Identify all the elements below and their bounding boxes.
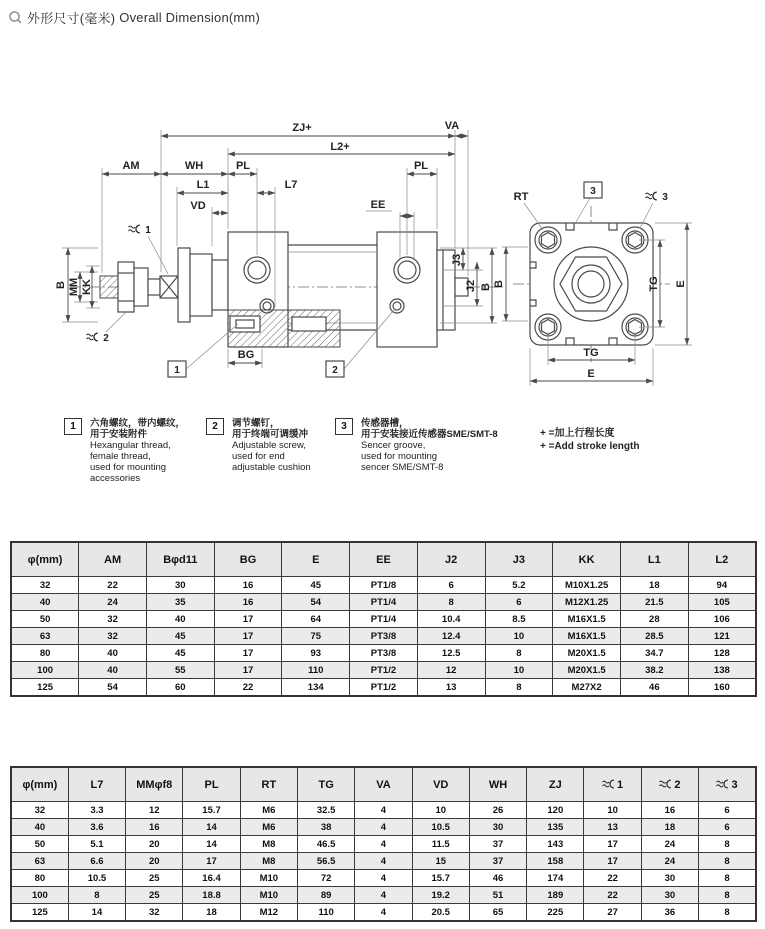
table-cell: 5.1: [68, 836, 125, 853]
dim-label-e-horizontal: E: [587, 368, 595, 380]
side-view-drawing: [70, 232, 503, 347]
table-cell: 8: [699, 870, 756, 887]
column-header: KK: [553, 542, 621, 577]
dim-label-pl-right: PL: [413, 160, 429, 172]
table-cell: 100: [11, 887, 68, 904]
header-row: [11, 542, 756, 577]
table-cell: 18: [183, 904, 240, 922]
table-cell: 12: [417, 662, 485, 679]
table-cell: 30: [146, 577, 214, 594]
dim-label-pl-left: PL: [235, 160, 251, 172]
table-cell: 4: [355, 819, 412, 836]
table-cell: 37: [469, 836, 526, 853]
table-cell: 45: [146, 628, 214, 645]
dim-label-tg-vertical: TG: [648, 276, 660, 292]
table-cell: 134: [282, 679, 350, 697]
dim-label-va: VA: [444, 120, 460, 132]
table-cell: 80: [11, 870, 68, 887]
table-cell: 32: [126, 904, 183, 922]
table-cell: 3.6: [68, 819, 125, 836]
dim-label-bg: BG: [237, 349, 255, 361]
table-cell: 106: [688, 611, 756, 628]
table-cell: 40: [11, 819, 68, 836]
table-row: [11, 628, 756, 645]
table-cell: 60: [146, 679, 214, 697]
table-cell: 55: [146, 662, 214, 679]
table-row: [11, 836, 756, 853]
table-cell: 24: [641, 836, 698, 853]
note-3-en-line: Sencer groove,: [361, 440, 426, 451]
table-cell: 8: [485, 645, 553, 662]
stroke-length-note: [540, 427, 639, 453]
table-cell: 37: [469, 853, 526, 870]
note-2-en-line: used for end: [232, 451, 285, 462]
column-header: L2: [688, 542, 756, 577]
column-header: φ(mm): [11, 767, 68, 802]
table-cell: 100: [11, 662, 79, 679]
table-cell: 12.5: [417, 645, 485, 662]
table-cell: 135: [527, 819, 584, 836]
dim-label-l1: L1: [196, 179, 210, 191]
table-cell: 10.4: [417, 611, 485, 628]
table-cell: 14: [183, 836, 240, 853]
table-cell: 17: [183, 853, 240, 870]
table-cell: 5.2: [485, 577, 553, 594]
table-row: [11, 853, 756, 870]
table-cell: 8: [699, 904, 756, 922]
table-cell: 38: [297, 819, 354, 836]
note-3-marker: 3: [335, 418, 353, 435]
table-row: [11, 819, 756, 836]
table-cell: 32: [11, 577, 79, 594]
table-cell: 143: [527, 836, 584, 853]
table-cell: 28.5: [620, 628, 688, 645]
table-cell: 17: [584, 853, 641, 870]
table-cell: M6: [240, 802, 297, 819]
table-cell: 20: [126, 836, 183, 853]
table-cell: 158: [527, 853, 584, 870]
column-header: AM: [79, 542, 147, 577]
column-header: WH: [469, 767, 526, 802]
note-3-en-line: used for mounting: [361, 451, 438, 462]
table-cell: 63: [11, 853, 68, 870]
table-cell: 19.2: [412, 887, 469, 904]
wrench-icon: [602, 779, 616, 789]
table-cell: 4: [355, 887, 412, 904]
note-1-en-line: used for mounting: [90, 462, 167, 473]
table-row: [11, 611, 756, 628]
table-row: [11, 645, 756, 662]
table-row: [11, 679, 756, 697]
table-cell: 8: [485, 679, 553, 697]
table-cell: 30: [641, 870, 698, 887]
dim-label-b-right: B: [480, 283, 492, 291]
column-header: TG: [297, 767, 354, 802]
dim-label-j2: J2: [465, 279, 477, 293]
table-cell: M10: [240, 887, 297, 904]
table-cell: 22: [584, 870, 641, 887]
table-cell: PT3/8: [350, 628, 418, 645]
table-cell: 138: [688, 662, 756, 679]
table-cell: 110: [297, 904, 354, 922]
wrench-label-2: 2: [103, 333, 109, 344]
note-2-marker: 2: [206, 418, 224, 435]
wrench-symbol-3: [646, 192, 657, 200]
wrench-column-number: 1: [617, 778, 624, 791]
table-cell: 63: [11, 628, 79, 645]
table-cell: 174: [527, 870, 584, 887]
table-cell: M10: [240, 870, 297, 887]
table-cell: 6: [699, 819, 756, 836]
table-cell: 6: [699, 802, 756, 819]
table-cell: 8: [417, 594, 485, 611]
table-cell: 18: [641, 819, 698, 836]
table-cell: 40: [79, 645, 147, 662]
table-cell: 15.7: [183, 802, 240, 819]
column-header: MMφf8: [126, 767, 183, 802]
table-cell: 38.2: [620, 662, 688, 679]
stroke-note-cn: + =加上行程长度: [540, 428, 615, 439]
table-cell: 54: [79, 679, 147, 697]
table-cell: 50: [11, 611, 79, 628]
wrench-symbol-1: [129, 225, 140, 233]
table-cell: 25: [126, 870, 183, 887]
table-cell: 160: [688, 679, 756, 697]
column-header: VA: [355, 767, 412, 802]
table-cell: 125: [11, 679, 79, 697]
table-cell: M20X1.5: [553, 645, 621, 662]
column-header: J2: [417, 542, 485, 577]
table-cell: 128: [688, 645, 756, 662]
table-cell: 45: [146, 645, 214, 662]
wrench-icon: [716, 779, 730, 789]
table-cell: 56.5: [297, 853, 354, 870]
table-cell: 3.3: [68, 802, 125, 819]
table-cell: 15.7: [412, 870, 469, 887]
table-cell: 22: [584, 887, 641, 904]
table-cell: 32: [79, 611, 147, 628]
table-cell: 10: [485, 628, 553, 645]
table-cell: 4: [355, 853, 412, 870]
note-3-cn-line: 用于安装接近传感器SME/SMT-8: [361, 429, 498, 440]
dimension-table-2: [10, 766, 757, 922]
note-1-en-line: female thread,: [90, 451, 151, 462]
table-cell: PT1/4: [350, 594, 418, 611]
stroke-note-en: + =Add stroke length: [540, 441, 640, 452]
note-1-cn-line: 用于安装附件: [90, 429, 148, 440]
table-cell: 110: [282, 662, 350, 679]
table-cell: 105: [688, 594, 756, 611]
table-cell: 75: [282, 628, 350, 645]
table-cell: 26: [469, 802, 526, 819]
note-3: [335, 418, 498, 473]
note-2-en-line: adjustable cushion: [232, 462, 311, 473]
table-cell: 17: [214, 662, 282, 679]
wrench-column-number: 2: [674, 778, 681, 791]
dim-label-wh: WH: [184, 160, 204, 172]
marker-2: 2: [332, 365, 338, 376]
table-cell: 36: [641, 904, 698, 922]
dim-label-zj: ZJ+: [292, 122, 312, 134]
table-cell: 94: [688, 577, 756, 594]
wrench-icon: [659, 779, 673, 789]
column-header: φ(mm): [11, 542, 79, 577]
note-3-en-line: sencer SME/SMT-8: [361, 462, 444, 473]
table-cell: 16.4: [183, 870, 240, 887]
dimension-table-1: [10, 541, 757, 697]
table-cell: 12: [126, 802, 183, 819]
table-cell: 14: [183, 819, 240, 836]
page-title-cn: 外形尺寸(毫米): [27, 11, 116, 26]
table-cell: PT1/4: [350, 611, 418, 628]
table-cell: 17: [214, 611, 282, 628]
table-cell: 30: [641, 887, 698, 904]
table-cell: 10.5: [68, 870, 125, 887]
table-row: [11, 904, 756, 922]
header-row: [11, 767, 756, 802]
table-cell: 32: [11, 802, 68, 819]
table-cell: 34.7: [620, 645, 688, 662]
table-cell: 189: [527, 887, 584, 904]
note-2-en-line: Adjustable screw,: [232, 440, 306, 451]
note-1-cn-line: 六角螺纹，带内螺纹，: [90, 418, 186, 429]
table-cell: PT1/2: [350, 662, 418, 679]
note-3-cn-line: 传感器槽，: [361, 418, 409, 429]
table-cell: 225: [527, 904, 584, 922]
table-cell: M20X1.5: [553, 662, 621, 679]
table-cell: M12X1.25: [553, 594, 621, 611]
note-1-marker: 1: [64, 418, 82, 435]
table-cell: 28: [620, 611, 688, 628]
table-cell: 80: [11, 645, 79, 662]
table-cell: M27X2: [553, 679, 621, 697]
table-cell: 11.5: [412, 836, 469, 853]
dim-label-b-end: B: [493, 280, 505, 288]
dim-label-l7: L7: [284, 179, 298, 191]
table-cell: 8: [68, 887, 125, 904]
table-cell: 45: [282, 577, 350, 594]
table-cell: 35: [146, 594, 214, 611]
dim-label-l2: L2+: [330, 141, 350, 153]
table-cell: 8.5: [485, 611, 553, 628]
table-cell: 15: [412, 853, 469, 870]
table-row: [11, 662, 756, 679]
table-cell: M12: [240, 904, 297, 922]
table-cell: 8: [699, 836, 756, 853]
table-cell: 17: [214, 645, 282, 662]
technical-drawing: [0, 0, 765, 415]
table-cell: 16: [641, 802, 698, 819]
column-header: ZJ: [527, 767, 584, 802]
dim-label-e-vertical: E: [675, 280, 687, 288]
marker-1: 1: [174, 365, 180, 376]
table-row: [11, 802, 756, 819]
table-cell: 46: [620, 679, 688, 697]
dim-label-vd: VD: [190, 200, 206, 212]
column-header: RT: [240, 767, 297, 802]
table-cell: 16: [126, 819, 183, 836]
table-cell: 10: [412, 802, 469, 819]
column-header: [641, 767, 698, 802]
wrench-symbol-2: [87, 333, 98, 341]
table-cell: PT1/2: [350, 679, 418, 697]
table-cell: 40: [79, 662, 147, 679]
table-cell: 40: [146, 611, 214, 628]
table-cell: 18.8: [183, 887, 240, 904]
table-row: [11, 577, 756, 594]
column-header: [584, 767, 641, 802]
end-view-drawing: [513, 206, 670, 362]
table-cell: 6.6: [68, 853, 125, 870]
table-cell: M16X1.5: [553, 628, 621, 645]
dim-label-kk: KK: [81, 279, 93, 295]
note-2-cn-line: 用于终端可调缓冲: [232, 429, 309, 440]
table-cell: 51: [469, 887, 526, 904]
column-header: L1: [620, 542, 688, 577]
table-cell: 30: [469, 819, 526, 836]
table-cell: M8: [240, 853, 297, 870]
column-header: EE: [350, 542, 418, 577]
table-cell: 4: [355, 870, 412, 887]
table-cell: 20: [126, 853, 183, 870]
table-cell: M10X1.25: [553, 577, 621, 594]
dim-label-b-left: B: [55, 281, 67, 289]
table-cell: PT3/8: [350, 645, 418, 662]
table-cell: 50: [11, 836, 68, 853]
column-header: VD: [412, 767, 469, 802]
table-cell: 24: [79, 594, 147, 611]
table-cell: 6: [417, 577, 485, 594]
table-cell: 4: [355, 836, 412, 853]
table-cell: 32: [79, 628, 147, 645]
column-header: PL: [183, 767, 240, 802]
column-header: Bφd11: [146, 542, 214, 577]
table-cell: 12.4: [417, 628, 485, 645]
table-cell: 93: [282, 645, 350, 662]
note-1-en-line: Hexangular thread,: [90, 440, 171, 451]
table-cell: 72: [297, 870, 354, 887]
table-row: [11, 594, 756, 611]
column-header: E: [282, 542, 350, 577]
table-cell: 22: [79, 577, 147, 594]
table-cell: 89: [297, 887, 354, 904]
table-cell: 16: [214, 577, 282, 594]
column-header: BG: [214, 542, 282, 577]
table-cell: 24: [641, 853, 698, 870]
table-cell: 6: [485, 594, 553, 611]
table-cell: 32.5: [297, 802, 354, 819]
note-2-cn-line: 调节螺钉，: [232, 418, 280, 429]
table-cell: 121: [688, 628, 756, 645]
table-cell: 27: [584, 904, 641, 922]
note-2: [206, 418, 311, 473]
table-cell: 17: [584, 836, 641, 853]
wrench-label-1: 1: [145, 225, 151, 236]
table-cell: 120: [527, 802, 584, 819]
table-cell: M16X1.5: [553, 611, 621, 628]
table-cell: PT1/8: [350, 577, 418, 594]
table-cell: 54: [282, 594, 350, 611]
page-title-en: Overall Dimension(mm): [119, 10, 260, 25]
table-cell: 125: [11, 904, 68, 922]
dim-label-tg-horizontal: TG: [583, 347, 599, 359]
table-row: [11, 870, 756, 887]
table-cell: 21.5: [620, 594, 688, 611]
wrench-column-number: 3: [731, 778, 738, 791]
dim-label-am: AM: [122, 160, 140, 172]
table-cell: 10: [485, 662, 553, 679]
table-cell: 16: [214, 594, 282, 611]
marker-3: 3: [590, 186, 596, 197]
table-cell: 8: [699, 853, 756, 870]
dim-label-ee: EE: [370, 199, 386, 211]
table-cell: 10: [584, 802, 641, 819]
note-1: [64, 418, 185, 484]
table-cell: 25: [126, 887, 183, 904]
table-cell: 65: [469, 904, 526, 922]
column-header: L7: [68, 767, 125, 802]
table-cell: 10.5: [412, 819, 469, 836]
table-cell: 64: [282, 611, 350, 628]
table-cell: 20.5: [412, 904, 469, 922]
table-cell: M6: [240, 819, 297, 836]
table-cell: 14: [68, 904, 125, 922]
dim-label-j3: J3: [451, 253, 463, 267]
note-1-en-line: accessories: [90, 473, 141, 484]
table-cell: 40: [11, 594, 79, 611]
table-cell: 18: [620, 577, 688, 594]
dim-label-mm: MM: [68, 277, 80, 297]
table-cell: 4: [355, 802, 412, 819]
table-cell: 4: [355, 904, 412, 922]
column-header: J3: [485, 542, 553, 577]
dim-label-rt: RT: [513, 191, 529, 203]
table-cell: 46.5: [297, 836, 354, 853]
wrench-label-3: 3: [662, 192, 668, 203]
table-cell: 22: [214, 679, 282, 697]
column-header: [699, 767, 756, 802]
table-row: [11, 887, 756, 904]
table-cell: 13: [584, 819, 641, 836]
table-cell: M8: [240, 836, 297, 853]
table-cell: 46: [469, 870, 526, 887]
table-cell: 17: [214, 628, 282, 645]
table-cell: 13: [417, 679, 485, 697]
table-cell: 8: [699, 887, 756, 904]
